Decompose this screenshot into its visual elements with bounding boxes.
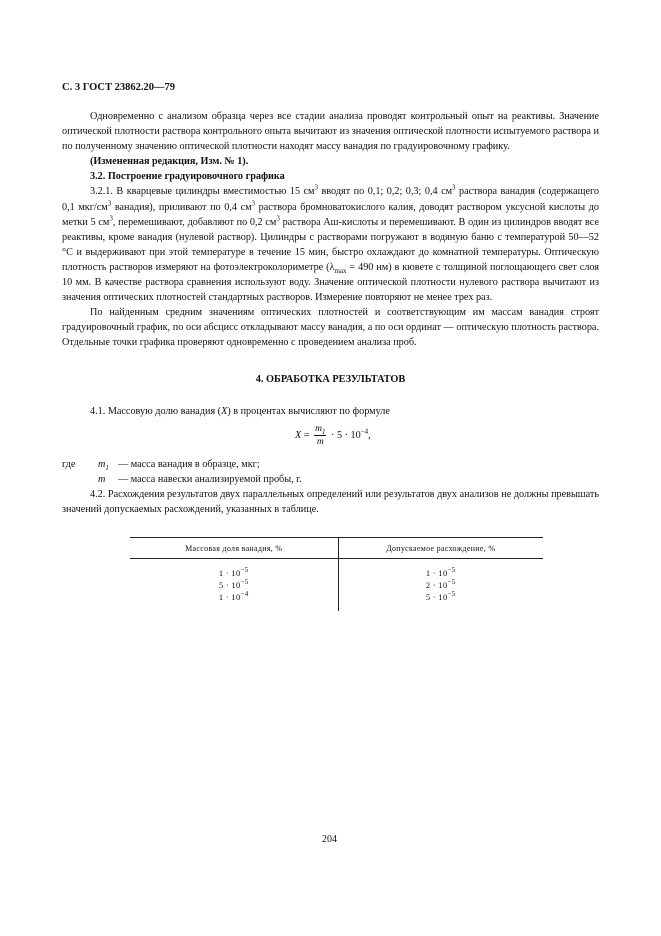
formula-lhs: X	[295, 429, 302, 441]
formula-fraction: $\frac{m_1}{m}$	[315, 423, 326, 447]
table-cell: $1 \cdot 10^{-5}$	[425, 566, 456, 578]
paragraph-4-1: 4.1. Массовую долю ванадия (X) в процентах вычисляют по формуле	[90, 405, 390, 417]
page-number: 204	[322, 834, 337, 845]
formula-rhs: · $5 \cdot 10^{-4}$,	[328, 427, 371, 441]
table-cell: $2 \cdot 10^{-5}$	[425, 578, 456, 590]
section-heading-3-2: 3.2. Построение градуировочного графика	[90, 171, 285, 183]
paragraph-calibration-graph: По найденным средним значениям оптических плотностей и соответствующим им массам ванадия строят градуировочный график, по оси абсцисс откладывают массу ванадия, а по оси ординат — оптическую плотность раствора. Отдельные точки графика проверяют одновременно с проведением анализа проб.	[62, 307, 599, 349]
paragraph-4-2: 4.2. Расхождения результатов двух параллельных определений или результатов двух анализов не должны превышать значений допускаемых расхождений, указанных в таблице.	[62, 488, 599, 515]
table-cell: $1 \cdot 10^{-4}$	[218, 590, 249, 602]
section-heading-4: 4. ОБРАБОТКА РЕЗУЛЬТАТОВ	[255, 373, 406, 385]
definition-row: m — масса навески анализируемой пробы, г.	[98, 473, 302, 485]
paragraph-3-2-1: 3.2.1. В кварцевые цилиндры вместимостью 15 $см^3$ вводят по 0,1; 0,2; 0,3; 0,4 $см^3$ раствора ванадия (содержащего 0,1 мкг/$см^3$ ванадия), приливают по 0,4 $см^3$ раствора бромноватокислого калия, доводят раствором уксусной кислоты до метки 5 $см^3$, перемешивают, добавляют по 0,2 $см^3$ раствора Аш-кислоты и перемешивают. В один из цилиндров вводят все реактивы, кроме ванадия (нулевой раствор). Цилиндры с растворами погружают в водяную баню с температурой 50—52 °С и выдерживают при этой температуре в течение 15 мин, быстро охлаждают до комнатной температуры. Оптическую плотность растворов измеряют на фотоэлектроколориметре ($\lambda_{max} = 490$ нм) в кювете с толщиной поглощающего свет слоя 10 мм. В качестве раствора сравнения используют воду. Значение оптической плотности нулевого раствора вычитают из значения оптических плотностей стандартных растворов. Измерение повторяют не менее трех раз.	[62, 184, 600, 304]
table-column-tolerance	[339, 559, 544, 611]
page-header: С. 3 ГОСТ 23862.20—79	[62, 82, 176, 93]
edition-note: (Измененная редакция, Изм. № 1).	[90, 156, 249, 168]
formula-equals: =	[301, 429, 313, 441]
formula-definitions	[62, 457, 599, 487]
document-body	[62, 109, 599, 517]
formula	[62, 421, 599, 457]
table-header	[130, 537, 543, 559]
table-body	[130, 559, 543, 611]
definition-row: где $m_1$ — масса ванадия в образце, мкг;	[62, 458, 260, 472]
table-column-mass-fraction	[130, 559, 339, 611]
table-cell: $1 \cdot 10^{-5}$	[218, 566, 249, 578]
table-cell: $5 \cdot 10^{-5}$	[218, 578, 249, 590]
tolerance-table	[130, 537, 543, 611]
paragraph-control-test: Одновременно с анализом образца через все стадии анализа проводят контрольный опыт на реактивы. Значение оптической плотности раствора контрольного опыта вычитают из значения оптической плотности испытуемого раствора и по полученному значению оптической плотности находят массу ванадия по градуировочному графику.	[62, 111, 599, 153]
table-cell: $5 \cdot 10^{-5}$	[425, 590, 456, 602]
table-header-cell: Допускаемое расхождение, %	[386, 543, 496, 553]
table-header-cell: Массовая доля ванадия, %	[130, 538, 339, 558]
